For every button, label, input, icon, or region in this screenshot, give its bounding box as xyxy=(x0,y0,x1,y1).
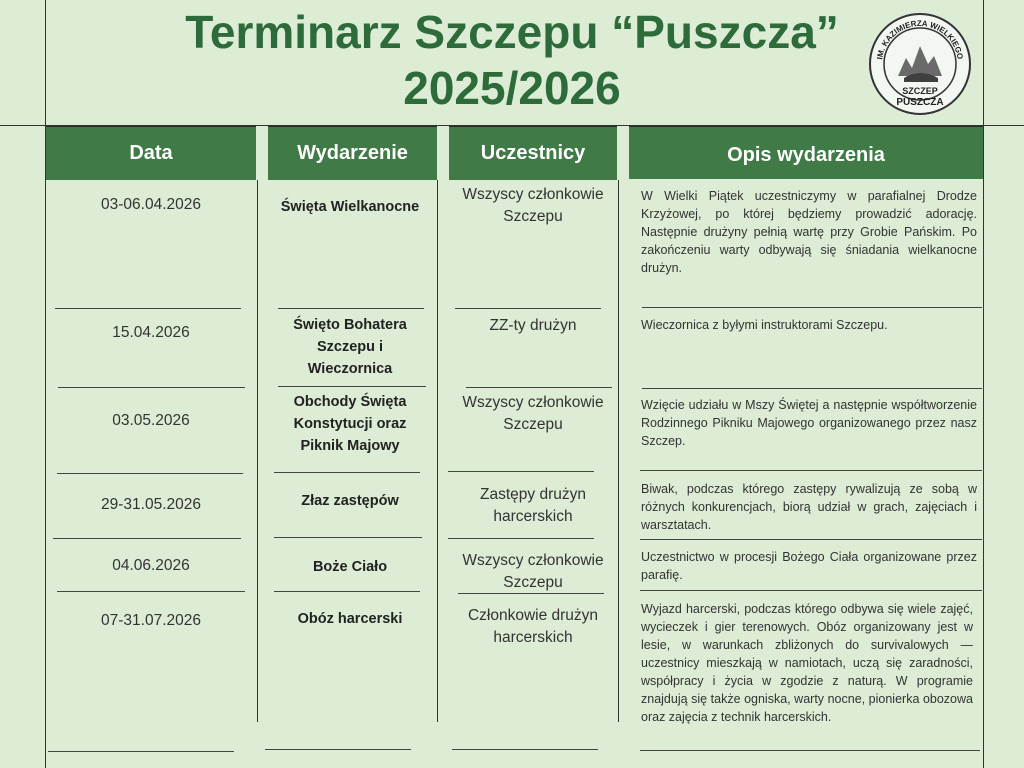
row-separator xyxy=(265,749,411,750)
header-date: Data xyxy=(46,126,256,180)
row-separator xyxy=(274,591,420,592)
table-cell-participants: Zastępy drużyn harcerskich xyxy=(480,486,586,525)
logo-text-puszcza: PUSZCZA xyxy=(896,97,944,108)
table-cell-date: 29-31.05.2026 xyxy=(101,496,201,513)
table-cell-date: 03-06.04.2026 xyxy=(101,196,201,213)
header-participants: Uczestnicy xyxy=(449,126,617,180)
logo-text-name: IM. KAZIMIERZA WIELKIEGO xyxy=(875,18,965,61)
header-event: Wydarzenie xyxy=(268,126,437,180)
column-divider xyxy=(257,180,258,722)
table-cell-description: Wieczornica z byłymi instruktorami Szczepu. xyxy=(641,318,888,332)
table-cell-description: Wyjazd harcerski, podczas którego odbywa się wiele zajęć, wycieczek i gier terenowych. Obóz organizowany jest w lesie, w warunkach zbliżonych do survivalowych — uczestnicy mieszkają w namiotach, uczą się zaradności, współpracy i życia w zgodzie z naturą. W programie znajdują się także ogniska, warty nocne, pionierka obozowa oraz zajęcia z technik harcerskich. xyxy=(641,602,973,724)
table-cell-event: Obóz harcerski xyxy=(297,611,403,627)
title-line-1: Terminarz Szczepu “Puszcza” xyxy=(185,6,839,58)
row-separator xyxy=(452,749,598,750)
row-separator xyxy=(57,473,243,474)
row-separator xyxy=(642,307,982,308)
row-separator xyxy=(58,387,245,388)
row-separator xyxy=(57,591,245,592)
table-cell-description: Wzięcie udziału w Mszy Świętej a następnie współtworzenie Rodzinnego Pikniku Majowego organizowanego przez nasz Szczep. xyxy=(641,398,977,448)
scout-troop-logo xyxy=(868,12,972,116)
row-separator xyxy=(640,470,982,471)
table-cell-event: Obchody Święta Konstytucji oraz Piknik Majowy xyxy=(293,394,407,454)
row-separator xyxy=(640,539,982,540)
row-separator xyxy=(448,471,594,472)
table-cell-event: Święta Wielkanocne xyxy=(280,199,420,215)
row-separator xyxy=(274,472,420,473)
table-cell-event: Boże Ciało xyxy=(312,559,388,575)
table-cell-description: Uczestnictwo w procesji Bożego Ciała organizowane przez parafię. xyxy=(641,550,977,582)
row-separator xyxy=(53,538,241,539)
table-cell-participants: Wszyscy członkowie Szczepu xyxy=(462,186,604,225)
table-cell-participants: Członkowie drużyn harcerskich xyxy=(467,607,599,646)
table-cell-date: 07-31.07.2026 xyxy=(101,612,201,629)
table-cell-date: 04.06.2026 xyxy=(112,557,190,574)
table-cell-participants: ZZ-ty drużyn xyxy=(489,317,577,334)
table-cell-event: Złaz zastępów xyxy=(301,493,399,509)
header-description: Opis wydarzenia xyxy=(629,126,983,179)
table-cell-date: 15.04.2026 xyxy=(112,324,190,341)
table-cell-description: Biwak, podczas którego zastępy rywalizują ze sobą w różnych konkurencjach, biorą udział w grach, zajęciach i warsztatach. xyxy=(641,482,977,532)
row-separator xyxy=(466,387,612,388)
row-separator xyxy=(274,537,422,538)
column-divider xyxy=(618,180,619,722)
table-cell-participants: Wszyscy członkowie Szczepu xyxy=(462,552,604,591)
column-divider xyxy=(437,180,438,722)
row-separator xyxy=(448,538,594,539)
table-cell-participants: Wszyscy członkowie Szczepu xyxy=(462,394,604,433)
row-separator xyxy=(278,386,426,387)
row-separator xyxy=(55,308,241,309)
row-separator xyxy=(455,308,601,309)
table-cell-date: 03.05.2026 xyxy=(112,412,190,429)
row-separator xyxy=(278,308,424,309)
row-separator xyxy=(640,750,980,751)
logo-text-szczep: SZCZEP xyxy=(902,86,938,96)
row-separator xyxy=(458,593,604,594)
row-separator xyxy=(642,388,982,389)
table-cell-event: Święto Bohatera Szczepu i Wieczornica xyxy=(293,317,407,377)
title-line-2: 2025/2026 xyxy=(403,62,621,114)
row-separator xyxy=(640,590,982,591)
table-cell-description: W Wielki Piątek uczestniczymy w parafialnej Drodze Krzyżowej, po której będziemy prowadzić adorację. Następnie drużyny pełnią wartę przy Grobie Pańskim. Po zakończeniu warty odbywają się śniadania wielkanocne drużyn. xyxy=(641,189,977,275)
row-separator xyxy=(48,751,234,752)
